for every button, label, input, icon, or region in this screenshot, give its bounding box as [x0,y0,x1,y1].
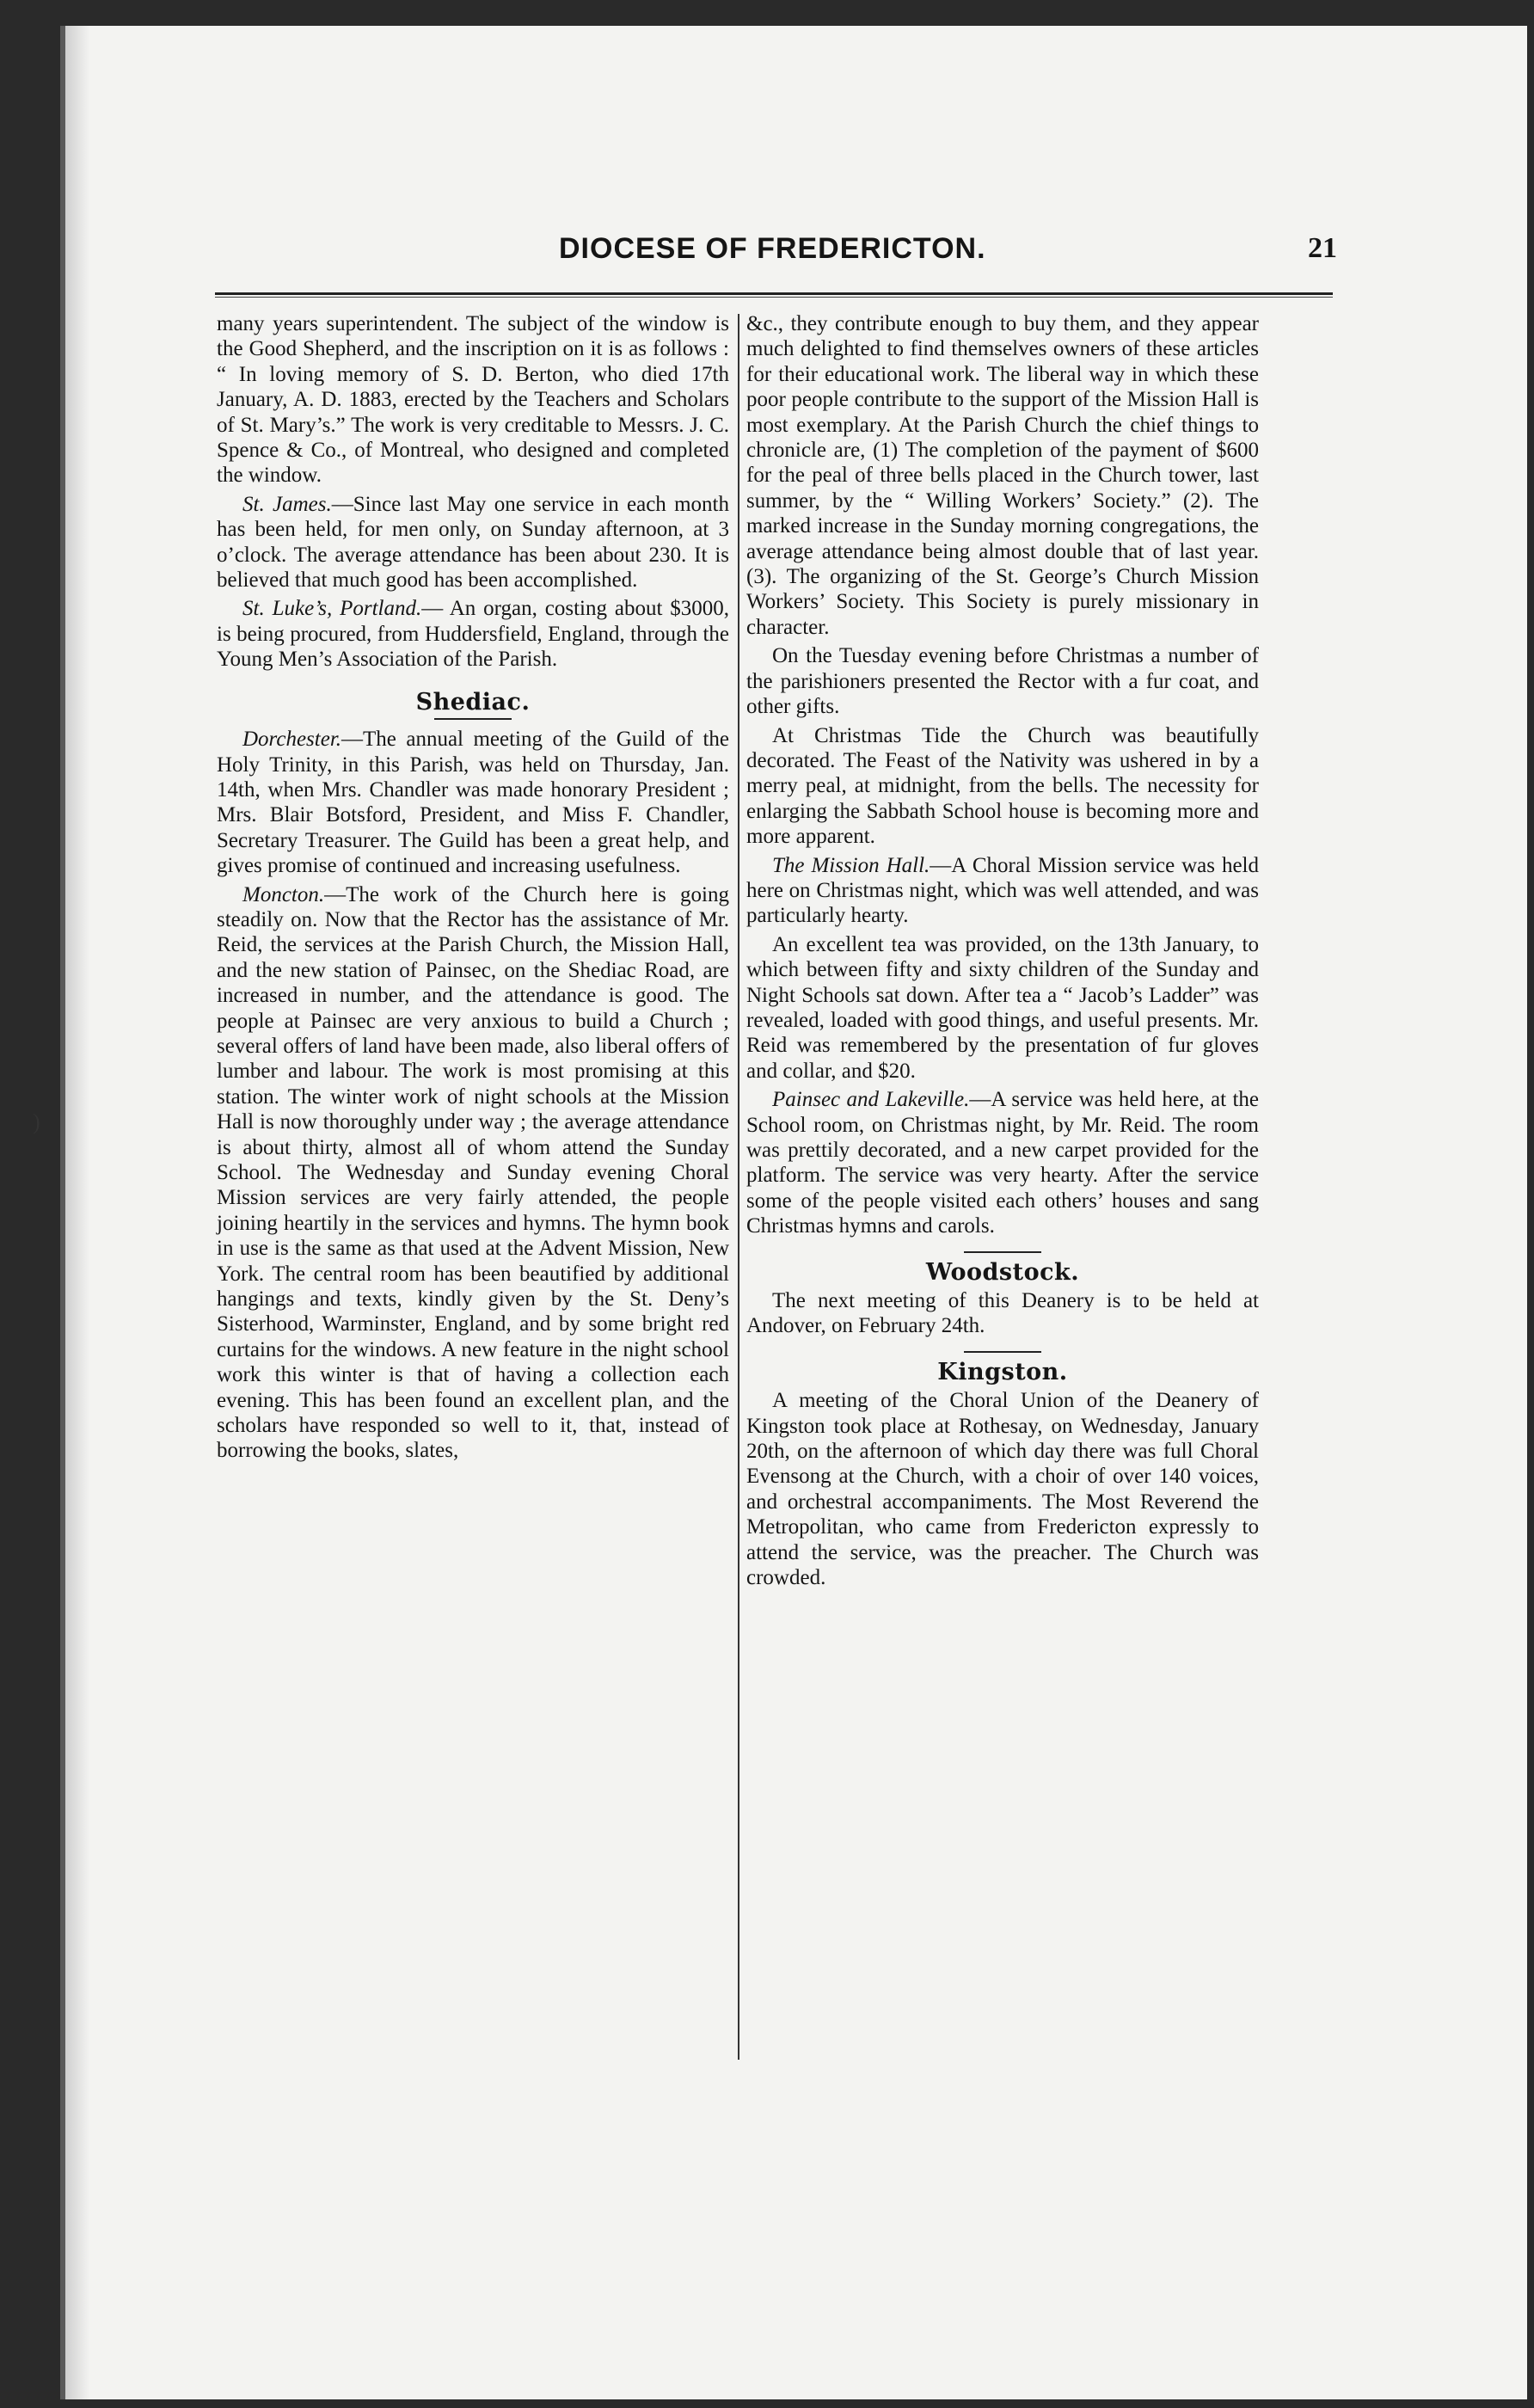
paragraph-lead: St. Luke’s, Portland. [242,597,422,621]
section-rule [434,718,512,720]
paragraph-text: —The work of the Church here is going steadily on. Now that the Rector has the assistance of Mr. Reid, the services at the Parish Church, the Mission Hall, and the new station of Painsec, on the Shediac Road, are increased in number, and the attendance is good. The people at Painsec are very anxious to build a Church ; several offers of land have been made, also liberal offers of lumber and labour. The work is most promising at this station. The winter work of night schools at the Mission Hall is now thoroughly under way ; the average attendance is about thirty, almost all of whom attend the Sunday School. The Wednesday and Sunday evening Choral Mission services are very fairly attended, the people joining heartily in the services and hymns. The hymn book in use is the same as that used at the Advent Mission, New York. The central room has been beautified by additional hangings and texts, kindly given by the St. Deny’s Sisterhood, Warminster, England, and by some bright red curtains for the windows. A new feature in the night school work this winter is that of having a collection each evening. This has been found an excellent plan, and the scholars have responded so well to it, that, instead of borrowing the books, slates, [217,882,729,1463]
paragraph-lead: The Mission Hall. [772,853,930,877]
page-number: 21 [1308,232,1337,264]
section-rule [964,1251,1041,1253]
right-column [746,311,1259,1594]
paragraph-text: —A Choral Mission service was held here on Christmas night, which was well attended, and was particularly hearty. [746,853,1259,928]
section-rule [964,1351,1041,1353]
paragraph-lead: Dorchester. [242,728,342,752]
page-header [219,232,1337,284]
paragraph: The next meeting of this Deanery is to be held at Andover, on February 24th. [746,1289,1259,1338]
paragraph: &c., they contribute enough to buy them, and they appear much delighted to find themselves owners of these articles for their educational work. The liberal way in which these poor people contribute to the support of the Mission Hall is most exemplary. At the Parish Church the chief things to chronicle are, (1) The completion of the payment of $600 for the peal of three bells placed in the Church tower, last summer, by the “ Willing Workers’ Society.” (2). The marked increase in the Sunday morning congregations, the average attendance being almost double that of last year. (3). The organizing of the St. George’s Church Mission Workers’ Society. This Society is purely missionary in character. [746,312,1259,639]
header-rule-thin [215,297,1333,298]
header-rule [215,292,1333,295]
paragraph-lead: St. James. [242,492,332,516]
paragraph: many years superintendent. The subject of the window is the Good Shepherd, and the inscription on it is as follows : “ In loving memory of S. D. Berton, who died 17th January, A. D. 1883, erected by the Teachers and Scholars of St. Mary’s.” The work is very creditable to Messrs. J. C. Spence & Co., of Montreal, who designed and completed the window. [217,312,729,488]
paragraph-text: — An organ, costing about $3000, is being procured, from Huddersfield, England, through the Young Men’s Association of the Parish. [217,597,730,672]
paragraph: At Christmas Tide the Church was beautifully decorated. The Feast of the Nativity was ushered in by a merry peal, at midnight, from the bells. The necessity for enlarging the Sabbath School house is becoming more and more apparent. [746,723,1259,849]
paragraph-lead: Moncton. [242,882,325,906]
section-heading-woodstock: Woodstock. [925,1258,1080,1286]
running-head: DIOCESE OF FREDERICTON. [559,232,986,265]
margin-mark: ) [33,1109,40,1134]
column-divider [738,314,739,2060]
paragraph [217,492,729,593]
paragraph-text: —The annual meeting of the Guild of the Holy Trinity, in this Parish, was held on Thursday, Jan. 14th, when Mrs. Chandler was made honorary President ; Mrs. Blair Botsford, President, and Miss F. Chandler, Secretary Treasurer. The Guild has been a great help, and gives promise of continued and increasing usefulness. [217,728,729,878]
section-heading-kingston: Kingston. [937,1358,1068,1385]
section-heading-shediac: Shediac. [415,688,531,716]
paragraph [746,1087,1259,1238]
paragraph-text: —A service was held here, at the School room, on Christmas night, by Mr. Reid. The room was prettily decorated, and a new carpet provided for the platform. The service was very hearty. After the service some of the people visited each others’ houses and sang Christmas hymns and carols. [746,1088,1259,1238]
paragraph-text: —Since last May one service in each month has been held, for men only, on Sunday afternoon, at 3 o’clock. The average attendance has been about 230. It is believed that much good has been accomplished. [217,492,729,593]
paragraph: On the Tuesday evening before Christmas a number of the parishioners presented the Rector with a fur coat, and other gifts. [746,644,1259,719]
paragraph [746,853,1259,929]
paragraph: A meeting of the Choral Union of the Deanery of Kingston took place at Rothesay, on Wednesday, January 20th, on the afternoon of which day there was full Choral Evensong at the Church, with a choir of over 140 voices, and orchestral accompaniments. The Most Reverend the Metropolitan, who came from Fredericton expressly to attend the service, was the preacher. The Church was crowded. [746,1389,1259,1590]
left-column [217,311,729,1467]
page-binding-shadow [65,26,89,2399]
paragraph [217,727,729,878]
paragraph-lead: Painsec and Lakeville. [772,1088,970,1112]
paragraph [217,882,729,1464]
paragraph [217,596,729,672]
paragraph: An excellent tea was provided, on the 13th January, to which between fifty and sixty children of the Sunday and Night Schools sat down. After tea a “ Jacob’s Ladder” was revealed, loaded with good things, and useful presents. Mr. Reid was remembered by the presentation of fur gloves and collar, and $20. [746,932,1259,1083]
